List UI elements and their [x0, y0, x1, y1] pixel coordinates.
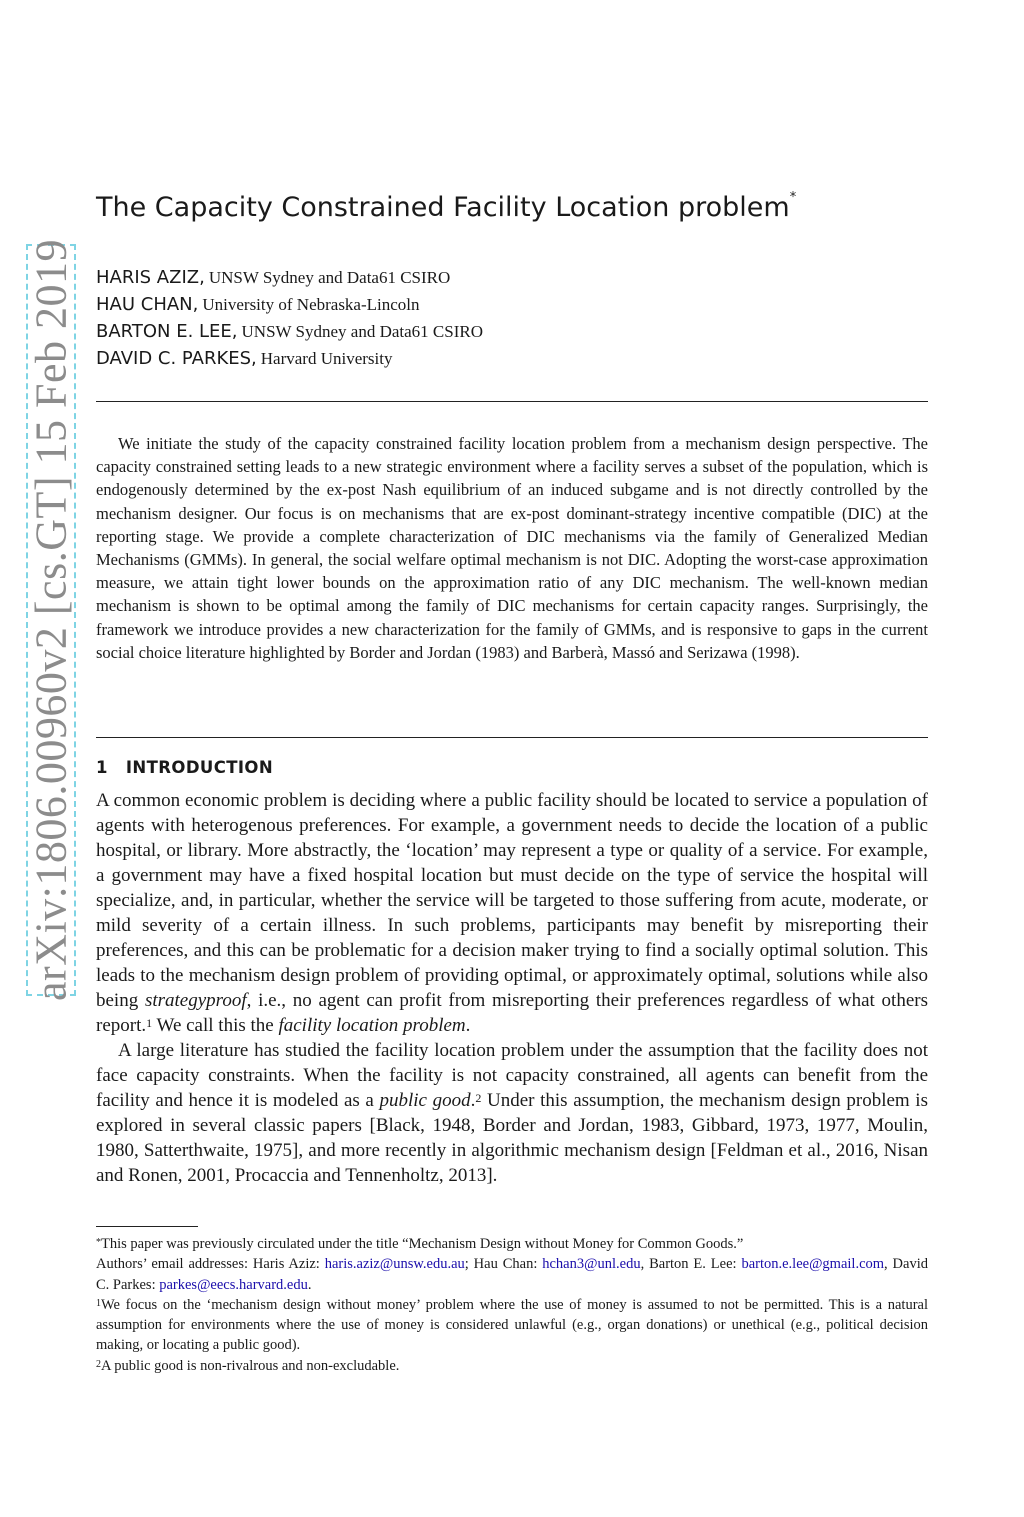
author-entry [96, 318, 483, 345]
paragraph-text: , i.e., no agent can profit from misreporting their preferences regardless of what others report. [96, 990, 928, 1036]
footnote-text: ; Hau Chan: [464, 1256, 543, 1273]
author-affiliation: UNSW Sydney and Data61 CSIRO [208, 268, 451, 287]
author-list [96, 264, 483, 372]
paragraph [96, 788, 928, 1038]
footnote-star [96, 1234, 928, 1254]
footnote-rule [96, 1226, 198, 1227]
paragraph-text: . [470, 1090, 476, 1111]
paragraph [96, 1038, 928, 1188]
footnote-text: We focus on the ‘mechanism design without money’ problem where the use of money is assumed to not be permitted. This is a natural assumption for environments where the use of money is considered unlawful (e.g., organ donations) or unethical (e.g., political decision making, or locating a public good). [96, 1296, 928, 1354]
email-link-chan[interactable]: hchan3@unl.edu [542, 1256, 641, 1273]
paragraph-text: . [465, 1015, 471, 1036]
emphasis-facility-location: facility location problem [278, 1015, 466, 1036]
footnote-2 [96, 1356, 928, 1376]
footnote-mark: 2 [96, 1358, 101, 1370]
paper-title [96, 192, 796, 223]
abstract-top-rule [96, 401, 928, 402]
footnote-ref-1[interactable]: 1 [146, 1016, 153, 1030]
abstract: We initiate the study of the capacity constrained facility location problem from a mechanism design perspective. The capacity constrained setting leads to a new strategic environment where a facility serves a subset of the population, which is endogenously determined by the ex-post Nash equilibrium of an induced subgame and is not directly controlled by the mechanism designer. Our focus is on mechanisms that are ex-post dominant-strategy incentive compatible (DIC) at the reporting stage. We provide a complete characterization of DIC mechanisms via the family of Generalized Median Mechanisms (GMMs). In general, the social welfare optimal mechanism is not DIC. Adopting the worst-case approximation measure, we attain tight lower bounds on the approximation ratio of any DIC mechanism. The well-known median mechanism is shown to be optimal among the family of DIC mechanisms for certain capacity ranges. Surprisingly, the framework we introduce provides a new characterization for the family of GMMs, and is responsive to gaps in the current social choice literature highlighted by Border and Jordan (1983) and Barberà, Massó and Serizawa (1998). [96, 434, 928, 662]
footnote-mark: 1 [96, 1297, 101, 1309]
section-title: INTRODUCTION [125, 758, 274, 777]
paragraph-text: We call this the [152, 1015, 279, 1036]
title-text: The Capacity Constrained Facility Location problem [96, 192, 790, 223]
author-name: DAVID C. PARKES, [96, 348, 257, 369]
footnote-1 [96, 1295, 928, 1356]
abstract-bottom-rule [96, 737, 928, 738]
footnote-text: . [307, 1276, 312, 1293]
footnote-text: This paper was previously circulated under the title “Mechanism Design without Money for Common Goods.” [101, 1236, 744, 1252]
section-number: 1 [96, 758, 108, 777]
section-heading [96, 758, 273, 777]
arxiv-identifier: arXiv:1806.00960v2 [cs.GT] 15 Feb 2019 [26, 238, 76, 1002]
footnote-mark: * [96, 1237, 101, 1248]
footnote-text: A public good is non-rivalrous and non-excludable. [101, 1357, 400, 1374]
footnote-text: Authors’ email addresses: Haris Aziz: [96, 1256, 325, 1273]
paragraph-text: Under this assumption, the mechanism design problem is explored in several classic papers [Black, 1948, Border and Jordan, 1983, Gibbard, 1973, 1977, Moulin, 1980, Satterthwaite, 1975], and more recently in algorithmic mechanism design [Feldman et al., 2016, Nisan and Ronen, 2001, Procaccia and Tennenholtz, 2013]. [96, 1090, 928, 1186]
author-entry [96, 345, 483, 372]
author-affiliation: University of Nebraska-Lincoln [202, 295, 420, 314]
email-link-lee[interactable]: barton.e.lee@gmail.com [741, 1256, 885, 1273]
email-link-aziz[interactable]: haris.aziz@unsw.edu.au [324, 1256, 465, 1273]
author-emails [96, 1254, 928, 1295]
title-footnote-mark: * [789, 190, 797, 205]
email-link-parkes[interactable]: parkes@eecs.harvard.edu [159, 1276, 308, 1293]
author-affiliation: UNSW Sydney and Data61 CSIRO [241, 322, 483, 341]
emphasis-strategyproof: strategyproof [144, 990, 247, 1011]
footnotes [96, 1234, 928, 1376]
author-name: HARIS AZIZ, [96, 267, 205, 288]
arxiv-stamp [26, 238, 76, 1002]
footnote-text: , Barton E. Lee: [640, 1256, 742, 1273]
emphasis-public-good: public good [379, 1090, 471, 1111]
author-name: BARTON E. LEE, [96, 321, 238, 342]
paragraph-text: A common economic problem is deciding where a public facility should be located to service a population of agents with heterogenous preferences. For example, a government needs to decide the location of a public hospital, or library. More abstractly, the ‘location’ may represent a type or quality of a service. For example, a government may have a fixed hospital location but must decide on the type of service the hospital will specialize, and, in particular, whether the service will be targeted to those suffering from acute, moderate, or mild severity of a certain illness. In such problems, participants may benefit by misreporting their preferences, and this can be problematic for a decision maker trying to find a socially optimal solution. This leads to the mechanism design problem of providing optimal, or approximately optimal, solutions while also being [96, 790, 928, 1011]
author-entry [96, 291, 483, 318]
paragraph-text: A large literature has studied the facility location problem under the assumption that the facility does not face capacity constraints. When the facility is not capacity constrained, all agents can benefit from the facility and hence it is modeled as a [96, 1040, 928, 1111]
footnote-text: , David C. Parkes: [96, 1256, 928, 1293]
author-affiliation: Harvard University [260, 349, 393, 368]
footnote-ref-2[interactable]: 2 [475, 1091, 482, 1105]
author-name: HAU CHAN, [96, 294, 199, 315]
author-entry [96, 264, 483, 291]
introduction-body [96, 788, 928, 1188]
